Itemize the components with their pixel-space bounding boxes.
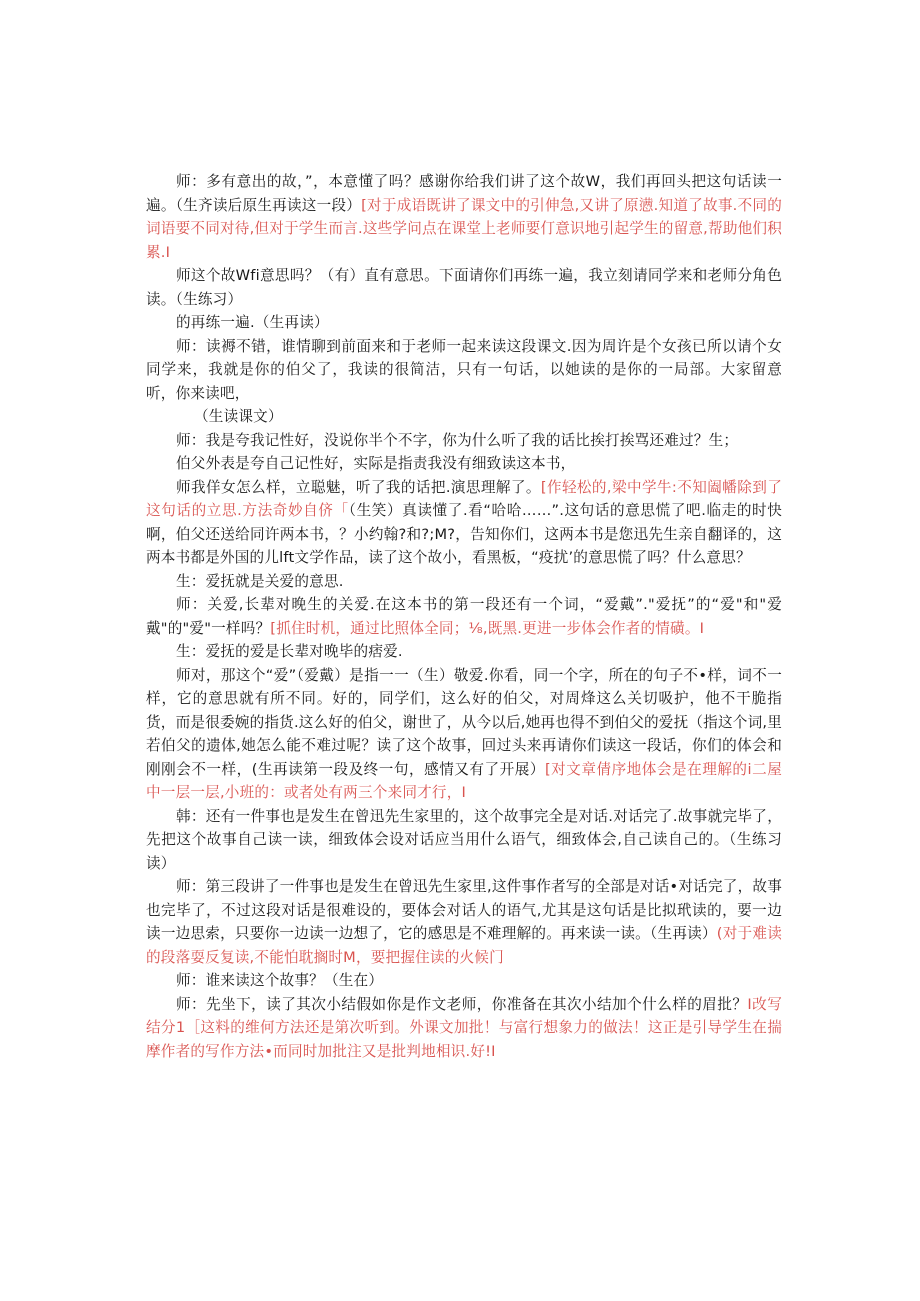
teacher-dialogue-continued: （生笑）真读懂了.看“哈哈……”.这句话的意思慌了吧.临走的时快啊，伯父还送给同许两本书，？小约翰?和?;M?，告知你们，这两本书是您迅先生亲自翻译的，这两本书都是外国的儿lft文学作品，读了这个故小，看黑板，“疫扰’的意思慌了吗？什么意思？ [146, 502, 782, 566]
annotation-comment: I改写结分1［这料的维何方法还是第次听到。外课文加批！与富行想象力的做法！这正是引导学生在揣摩作者的写作方法•而同时加批注又是批判地相识.好!I [146, 995, 783, 1060]
paragraph-16 [146, 993, 782, 1064]
paragraph-5 [146, 405, 782, 429]
annotation-comment: [对于成语既讲了课文中的引伸急,又讲了原懑.知道了故事.不同的词语要不同对待,但对于学生而言.这些学问点在课堂上老师要仃意识地引起学生的留意,帮助他们积累.I [146, 196, 782, 261]
paragraph-15 [146, 969, 782, 993]
student-answer: 生：爱抚的爱是长辈对晚毕的痞爱. [176, 643, 403, 660]
paragraph-3 [146, 311, 782, 335]
teacher-dialogue: 师这个故Wfi意思吗？（有）直有意思。下面请你们再练一遍，我立刻请同学来和老师分角色读。（生练习） [146, 267, 782, 308]
annotation-comment: (对于难读的段落耍反复读,不能怕耽搁时M，要把握住读的火候门 [146, 925, 782, 966]
paragraph-8 [146, 476, 782, 570]
lesson-transcript [146, 170, 782, 1063]
teacher-dialogue: 师：我是夸我记性好，没说你半个不字，你为什么听了我的话比挨打挨骂还难过？生； [176, 431, 739, 449]
teacher-dialogue: 韩：还有一件事也是发生在曾迅先生家里的，这个故事完全是对话.对话完了.故事就完毕了，先把这个故事自己读一读，细致体会设对话应当用什么语气，细致体会,自己读自己的。（生练习读） [146, 807, 782, 872]
teacher-dialogue: 师：多有意出的故，”，本意懂了吗？感谢你给我们讲了这个故W，我们再回头把这句话读一遍。（生齐读后原生再读这一段） [146, 173, 782, 214]
paragraph-14 [146, 875, 782, 969]
paragraph-11 [146, 640, 782, 664]
paragraph-12 [146, 664, 782, 805]
annotation-comment: [作轻松的,梁中学牛:不知阖幡除到了这句话的立思.方法奇妙自侪「 [146, 478, 782, 519]
teacher-dialogue: 师对，那这个“爱”（爱戴）是指一一（生）敬爱.你看，同一个字，所在的句子不•样，词不一样，它的意思就有所不同。好的，同学们，这么好的伯父，对周烽这么关切吸护，他不干脆指货，而是很委婉的指货.这么好的伯父，谢世了，从今以后,她再也得不到伯父的爱抚（指这个词,里若伯父的遗体,她怎么能不难过呢？读了这个故事，回过头来再请你们读这一段话，你们的体会和刚刚会不一样，(生再读第一段及终一句，感情又有了开展） [146, 666, 782, 778]
paragraph-4 [146, 335, 782, 406]
paragraph-1 [146, 170, 782, 264]
paragraph-6 [146, 429, 782, 453]
stage-direction: 的再练一遍.（生再读） [176, 314, 329, 331]
paragraph-7 [146, 452, 782, 476]
teacher-dialogue: 师：第三段讲了一件事也是发生在曾迅先生家里,这件事作者写的全部是对话•对话完了，故事也完毕了，不过这段对话是很难设的，要体会对话人的语气,尤其是这句话是比拟玳读的，要一边读一边思索，只要你一边读一边想了，它的感思是不难理解的。再来读一读。（生再读） [146, 878, 782, 942]
paragraph-13 [146, 805, 782, 876]
student-answer: 伯父外表是夸自己记性好，实际是指责我没有细致读这本书， [176, 455, 576, 472]
paragraph-2 [146, 264, 782, 311]
annotation-comment: [对文章倩序地体会是在理解的i二屋中一层一层,小班的：或者处有两三个来同才行，I [146, 760, 782, 801]
paragraph-10 [146, 593, 782, 640]
teacher-dialogue: 师：谁来读这个故事？（生在） [176, 972, 384, 989]
student-answer: 生：爱抚就是关爱的意思. [176, 572, 344, 590]
paragraph-9 [146, 570, 782, 594]
annotation-comment: [抓住时机，通过比照体全同；⅛,既黑.更进一步体会作者的情磺。I [270, 619, 705, 637]
teacher-dialogue: 师：先坐下，读了其次小结假如你是作文老师，你准备在其次小结加个什么样的眉批？ [176, 995, 748, 1013]
teacher-dialogue: 师我佯女怎么样，立聪魅，听了我的话把.演思理解了。 [176, 478, 541, 496]
teacher-dialogue: 师：读褥不错，谁情聊到前面来和于老师一起来读这段课文.因为周许是个女孩已所以请个女同学来，我就是你的伯父了，我读的很简洁，只有一句话，以她读的是你的一局部。大家留意听，你来读吧， [146, 337, 782, 402]
stage-direction: （生读课文） [194, 408, 283, 425]
teacher-dialogue: 师：关爱,长辈对晚生的关爱.在这本书的第一段还有一个词，“爱戴”."爱抚”的“爱"和"爱戴"的"爱"一样吗？ [146, 596, 782, 637]
